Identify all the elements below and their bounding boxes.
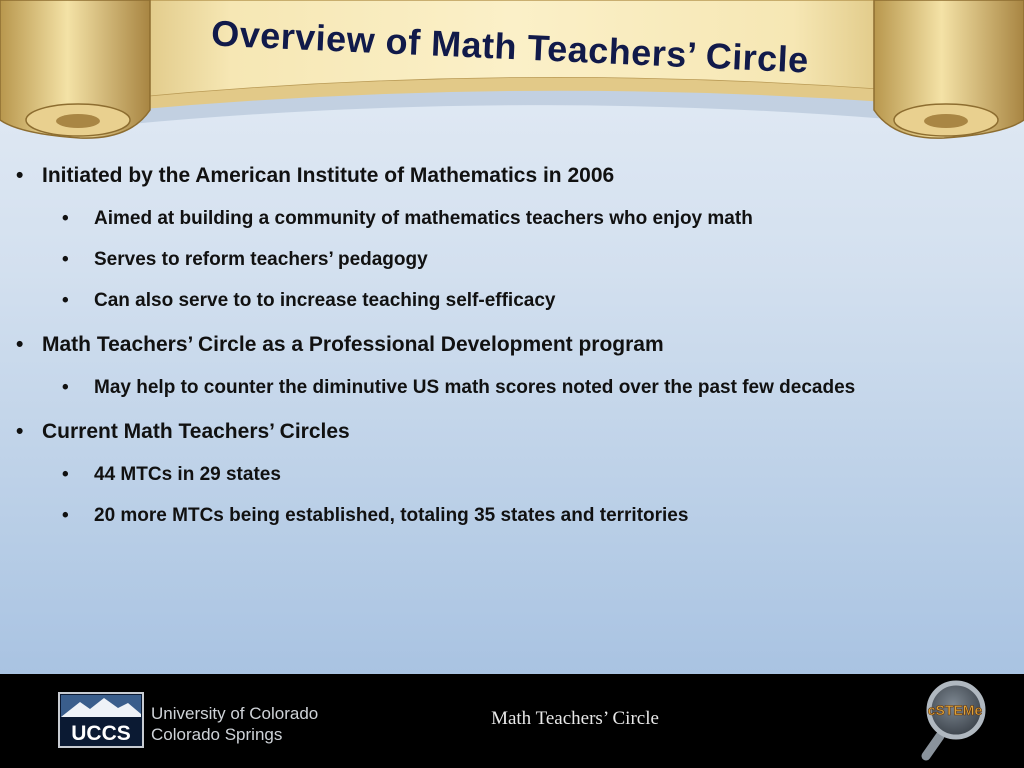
bullet-icon: • bbox=[62, 377, 69, 398]
sub-bullet-text: Aimed at building a community of mathematics teachers who enjoy math bbox=[94, 208, 753, 229]
sub-bullet-item bbox=[62, 208, 753, 230]
bullet-text: Initiated by the American Institute of Mathematics in 2006 bbox=[42, 164, 615, 187]
bullet-text: Math Teachers’ Circle as a Professional Development program bbox=[42, 333, 664, 356]
university-line-1: University of Colorado bbox=[151, 704, 319, 723]
cstem-logo-text: cSTEMe bbox=[927, 702, 983, 718]
sub-bullet-text: May help to counter the diminutive US math scores noted over the past few decades bbox=[94, 377, 856, 398]
slide-title: Overview of Math Teachers’ Circle bbox=[210, 12, 810, 81]
sub-bullet-text: 44 MTCs in 29 states bbox=[94, 464, 281, 485]
sub-bullet-item bbox=[62, 290, 555, 312]
footer-bar bbox=[0, 674, 1024, 768]
footer-caption: Math Teachers’ Circle bbox=[491, 708, 659, 729]
sub-bullet-item bbox=[62, 505, 688, 527]
bullet-item bbox=[16, 164, 614, 188]
university-name bbox=[151, 703, 318, 745]
bullet-icon: • bbox=[62, 208, 69, 229]
bullet-icon: • bbox=[62, 249, 69, 270]
bullet-icon: • bbox=[62, 505, 69, 526]
sub-bullet-item bbox=[62, 249, 428, 271]
sub-bullet-item bbox=[62, 464, 281, 486]
sub-bullet-text: 20 more MTCs being established, totaling 35 states and territories bbox=[94, 505, 689, 526]
bullet-icon: • bbox=[16, 420, 24, 443]
bullet-icon: • bbox=[62, 290, 69, 311]
bullet-icon: • bbox=[16, 164, 24, 187]
sub-bullet-item bbox=[62, 377, 855, 399]
bullet-icon: • bbox=[16, 333, 24, 356]
uccs-logo-text: UCCS bbox=[71, 722, 131, 745]
sub-bullet-text: Can also serve to to increase teaching self-efficacy bbox=[94, 290, 556, 311]
uccs-logo bbox=[58, 692, 144, 748]
cstem-magnifier-logo bbox=[908, 680, 990, 766]
sub-bullet-text: Serves to reform teachers’ pedagogy bbox=[94, 249, 428, 270]
bullet-text: Current Math Teachers’ Circles bbox=[42, 420, 350, 443]
bullet-item bbox=[16, 420, 350, 444]
bullet-icon: • bbox=[62, 464, 69, 485]
university-line-2: Colorado Springs bbox=[151, 725, 283, 744]
bullet-item bbox=[16, 333, 664, 357]
